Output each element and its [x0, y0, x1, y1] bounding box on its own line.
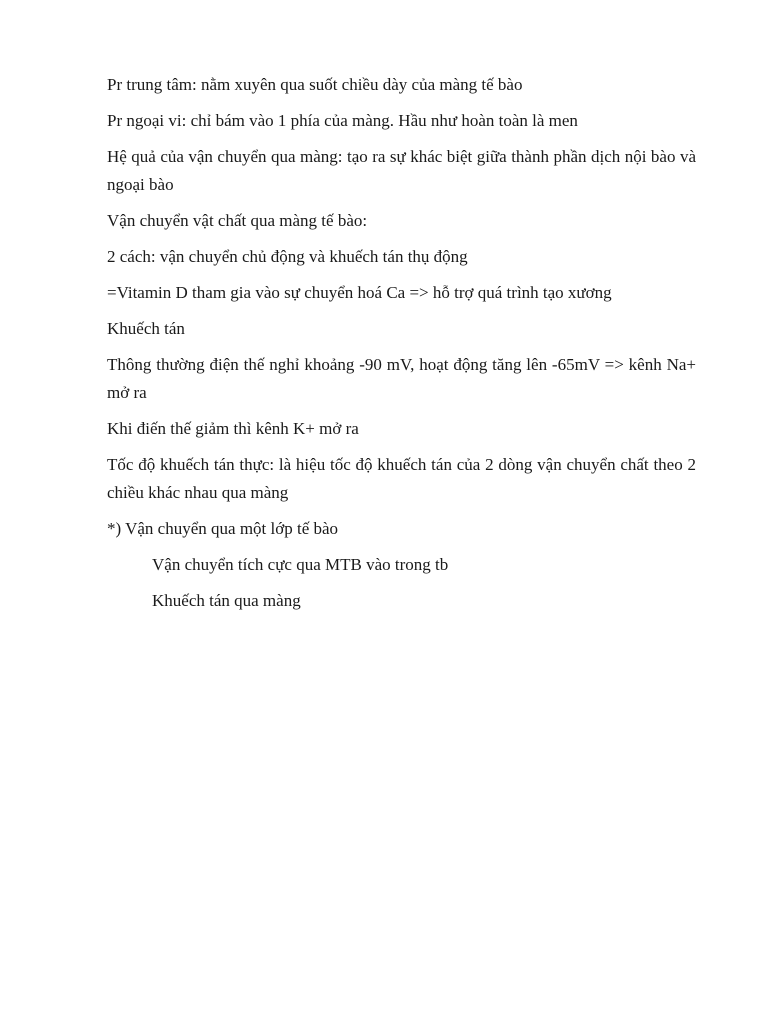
paragraph-peripheral-protein: Pr ngoại vi: chỉ bám vào 1 phía của màng. Hầu như hoàn toàn là men [107, 111, 578, 130]
paragraph-potassium-channel: Khi điến thế giảm thì kênh K+ mở ra [107, 419, 359, 438]
paragraph-diffusion-heading: Khuếch tán [107, 319, 185, 338]
paragraph-two-methods: 2 cách: vận chuyển chủ động và khuếch tán thụ động [107, 247, 468, 266]
paragraph-net-diffusion-rate: Tốc độ khuếch tán thực: là hiệu tốc độ khuếch tán của 2 dòng vận chuyển chất theo 2 chiều khác nhau qua màng [107, 455, 696, 502]
paragraph-active-transport: Vận chuyển tích cực qua MTB vào trong tb [152, 555, 449, 574]
paragraph-membrane-transport: Vận chuyển vật chất qua màng tế bào: [107, 211, 368, 230]
paragraph-resting-potential: Thông thường điện thế nghỉ khoảng -90 mV, hoạt động tăng lên -65mV => kênh Na+ mở ra [107, 355, 696, 402]
paragraph-membrane-diffusion: Khuếch tán qua màng [152, 591, 301, 610]
paragraph-vitamin-d: =Vitamin D tham gia vào sự chuyển hoá Ca => hỗ trợ quá trình tạo xương [107, 283, 612, 302]
paragraph-cell-layer-transport: *) Vận chuyển qua một lớp tế bào [107, 519, 339, 538]
document-body [107, 71, 696, 623]
paragraph-central-protein: Pr trung tâm: nằm xuyên qua suốt chiều dày của màng tế bào [107, 75, 523, 94]
paragraph-transport-consequence: Hệ quả của vận chuyển qua màng: tạo ra sự khác biệt giữa thành phần dịch nội bào và ngoại bào [107, 147, 696, 194]
